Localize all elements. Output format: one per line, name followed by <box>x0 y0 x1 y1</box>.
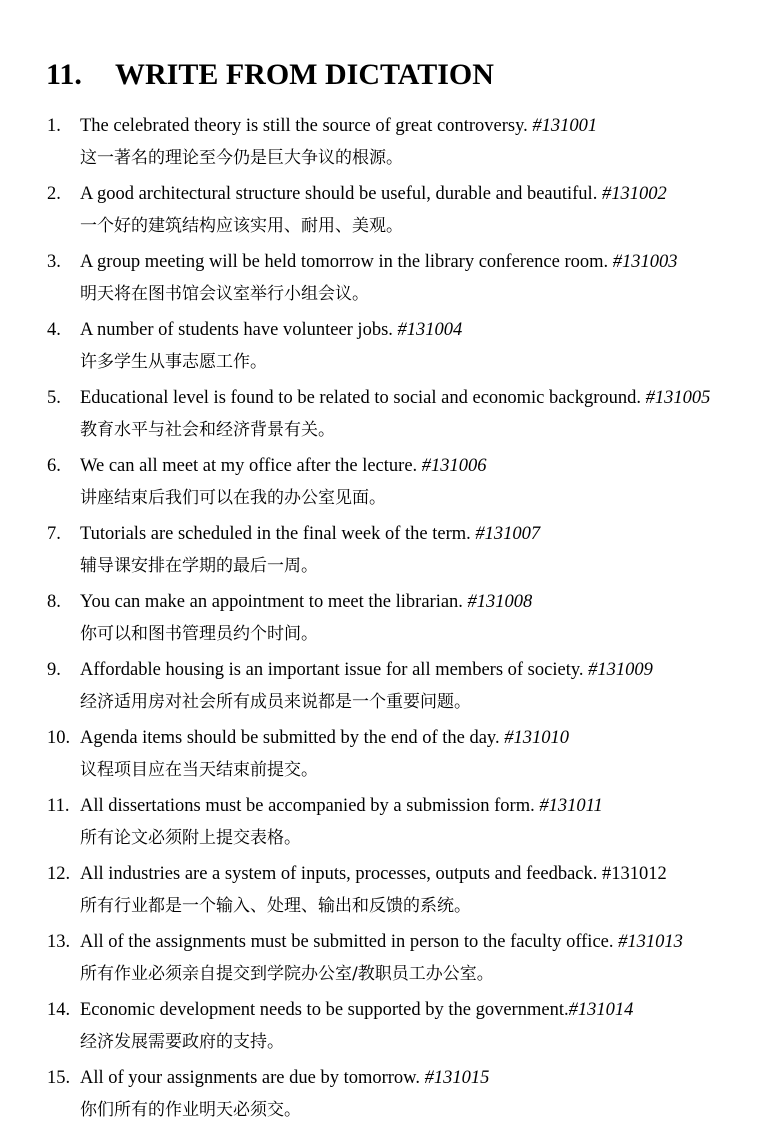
english-sentence: The celebrated theory is still the source of great controversy. #131001 <box>80 116 598 136</box>
chinese-translation: 教育水平与社会和经济背景有关。 <box>80 420 335 440</box>
item-code: #131015 <box>424 1068 490 1088</box>
section-number: 11. <box>46 58 82 91</box>
item-number: 12. <box>47 864 71 884</box>
english-sentence: Affordable housing is an important issue for all members of society. #131009 <box>80 660 653 680</box>
list-item <box>0 997 759 1065</box>
list-item <box>0 317 759 385</box>
item-number: 2. <box>47 184 61 204</box>
item-number: 1. <box>47 116 61 136</box>
list-item <box>0 793 759 861</box>
item-code: #131012 <box>602 864 667 884</box>
chinese-translation: 一个好的建筑结构应该实用、耐用、美观。 <box>80 216 403 236</box>
english-sentence: A group meeting will be held tomorrow in the library conference room. #131003 <box>80 252 678 272</box>
list-item <box>0 521 759 589</box>
english-sentence: Educational level is found to be related to social and economic background. #131005 <box>80 388 711 408</box>
item-number: 7. <box>47 524 61 544</box>
item-number: 9. <box>47 660 61 680</box>
chinese-translation: 你们所有的作业明天必须交。 <box>80 1100 301 1120</box>
chinese-translation: 辅导课安排在学期的最后一周。 <box>80 556 318 576</box>
english-sentence: A number of students have volunteer jobs. #131004 <box>80 320 463 340</box>
item-code: #131011 <box>539 796 603 816</box>
list-item <box>0 453 759 521</box>
list-item <box>0 861 759 929</box>
english-sentence: All dissertations must be accompanied by a submission form. #131011 <box>80 796 603 816</box>
chinese-translation: 所有作业必须亲自提交到学院办公室/教职员工办公室。 <box>80 964 494 984</box>
chinese-translation: 经济适用房对社会所有成员来说都是一个重要问题。 <box>80 692 471 712</box>
list-item <box>0 249 759 317</box>
item-code: #131009 <box>588 660 653 680</box>
english-sentence: All of the assignments must be submitted in person to the faculty office. #131013 <box>80 932 683 952</box>
item-number: 14. <box>47 1000 71 1020</box>
item-number: 11. <box>47 796 70 816</box>
item-code: #131010 <box>504 728 569 748</box>
list-item <box>0 725 759 793</box>
section-title: WRITE FROM DICTATION <box>115 58 494 91</box>
english-sentence: Tutorials are scheduled in the final week of the term. #131007 <box>80 524 541 544</box>
item-number: 3. <box>47 252 61 272</box>
chinese-translation: 许多学生从事志愿工作。 <box>80 352 267 372</box>
item-number: 5. <box>47 388 61 408</box>
list-item <box>0 1065 759 1133</box>
item-code: #131007 <box>475 524 541 544</box>
item-code: #131014 <box>568 1000 634 1020</box>
english-sentence: Agenda items should be submitted by the end of the day. #131010 <box>80 728 569 748</box>
chinese-translation: 这一著名的理论至今仍是巨大争议的根源。 <box>80 148 403 168</box>
chinese-translation: 明天将在图书馆会议室举行小组会议。 <box>80 284 369 304</box>
chinese-translation: 所有行业都是一个输入、处理、输出和反馈的系统。 <box>80 896 471 916</box>
list-item <box>0 385 759 453</box>
english-sentence: All industries are a system of inputs, processes, outputs and feedback. #131012 <box>80 864 667 884</box>
item-code: #131006 <box>421 456 487 476</box>
english-sentence: A good architectural structure should be useful, durable and beautiful. #131002 <box>80 184 667 204</box>
item-code: #131001 <box>532 116 598 136</box>
chinese-translation: 议程项目应在当天结束前提交。 <box>80 760 318 780</box>
item-code: #131004 <box>397 320 463 340</box>
list-item <box>0 181 759 249</box>
item-number: 8. <box>47 592 61 612</box>
list-item <box>0 929 759 997</box>
item-code: #131002 <box>601 184 667 204</box>
list-item <box>0 657 759 725</box>
item-code: #131005 <box>645 388 711 408</box>
sentence-list <box>0 113 759 1133</box>
item-number: 6. <box>47 456 61 476</box>
section-heading <box>46 55 494 95</box>
english-sentence: You can make an appointment to meet the librarian. #131008 <box>80 592 533 612</box>
item-code: #131008 <box>467 592 533 612</box>
list-item <box>0 589 759 657</box>
chinese-translation: 经济发展需要政府的支持。 <box>80 1032 284 1052</box>
english-sentence: All of your assignments are due by tomorrow. #131015 <box>80 1068 490 1088</box>
item-number: 10. <box>47 728 71 748</box>
item-number: 13. <box>47 932 71 952</box>
item-code: #131013 <box>618 932 683 952</box>
chinese-translation: 所有论文必须附上提交表格。 <box>80 828 301 848</box>
list-item <box>0 113 759 181</box>
chinese-translation: 你可以和图书管理员约个时间。 <box>80 624 318 644</box>
english-sentence: We can all meet at my office after the lecture. #131006 <box>80 456 487 476</box>
item-code: #131003 <box>612 252 678 272</box>
item-number: 4. <box>47 320 61 340</box>
chinese-translation: 讲座结束后我们可以在我的办公室见面。 <box>80 488 386 508</box>
english-sentence: Economic development needs to be supported by the government.#131014 <box>80 1000 634 1020</box>
item-number: 15. <box>47 1068 71 1088</box>
